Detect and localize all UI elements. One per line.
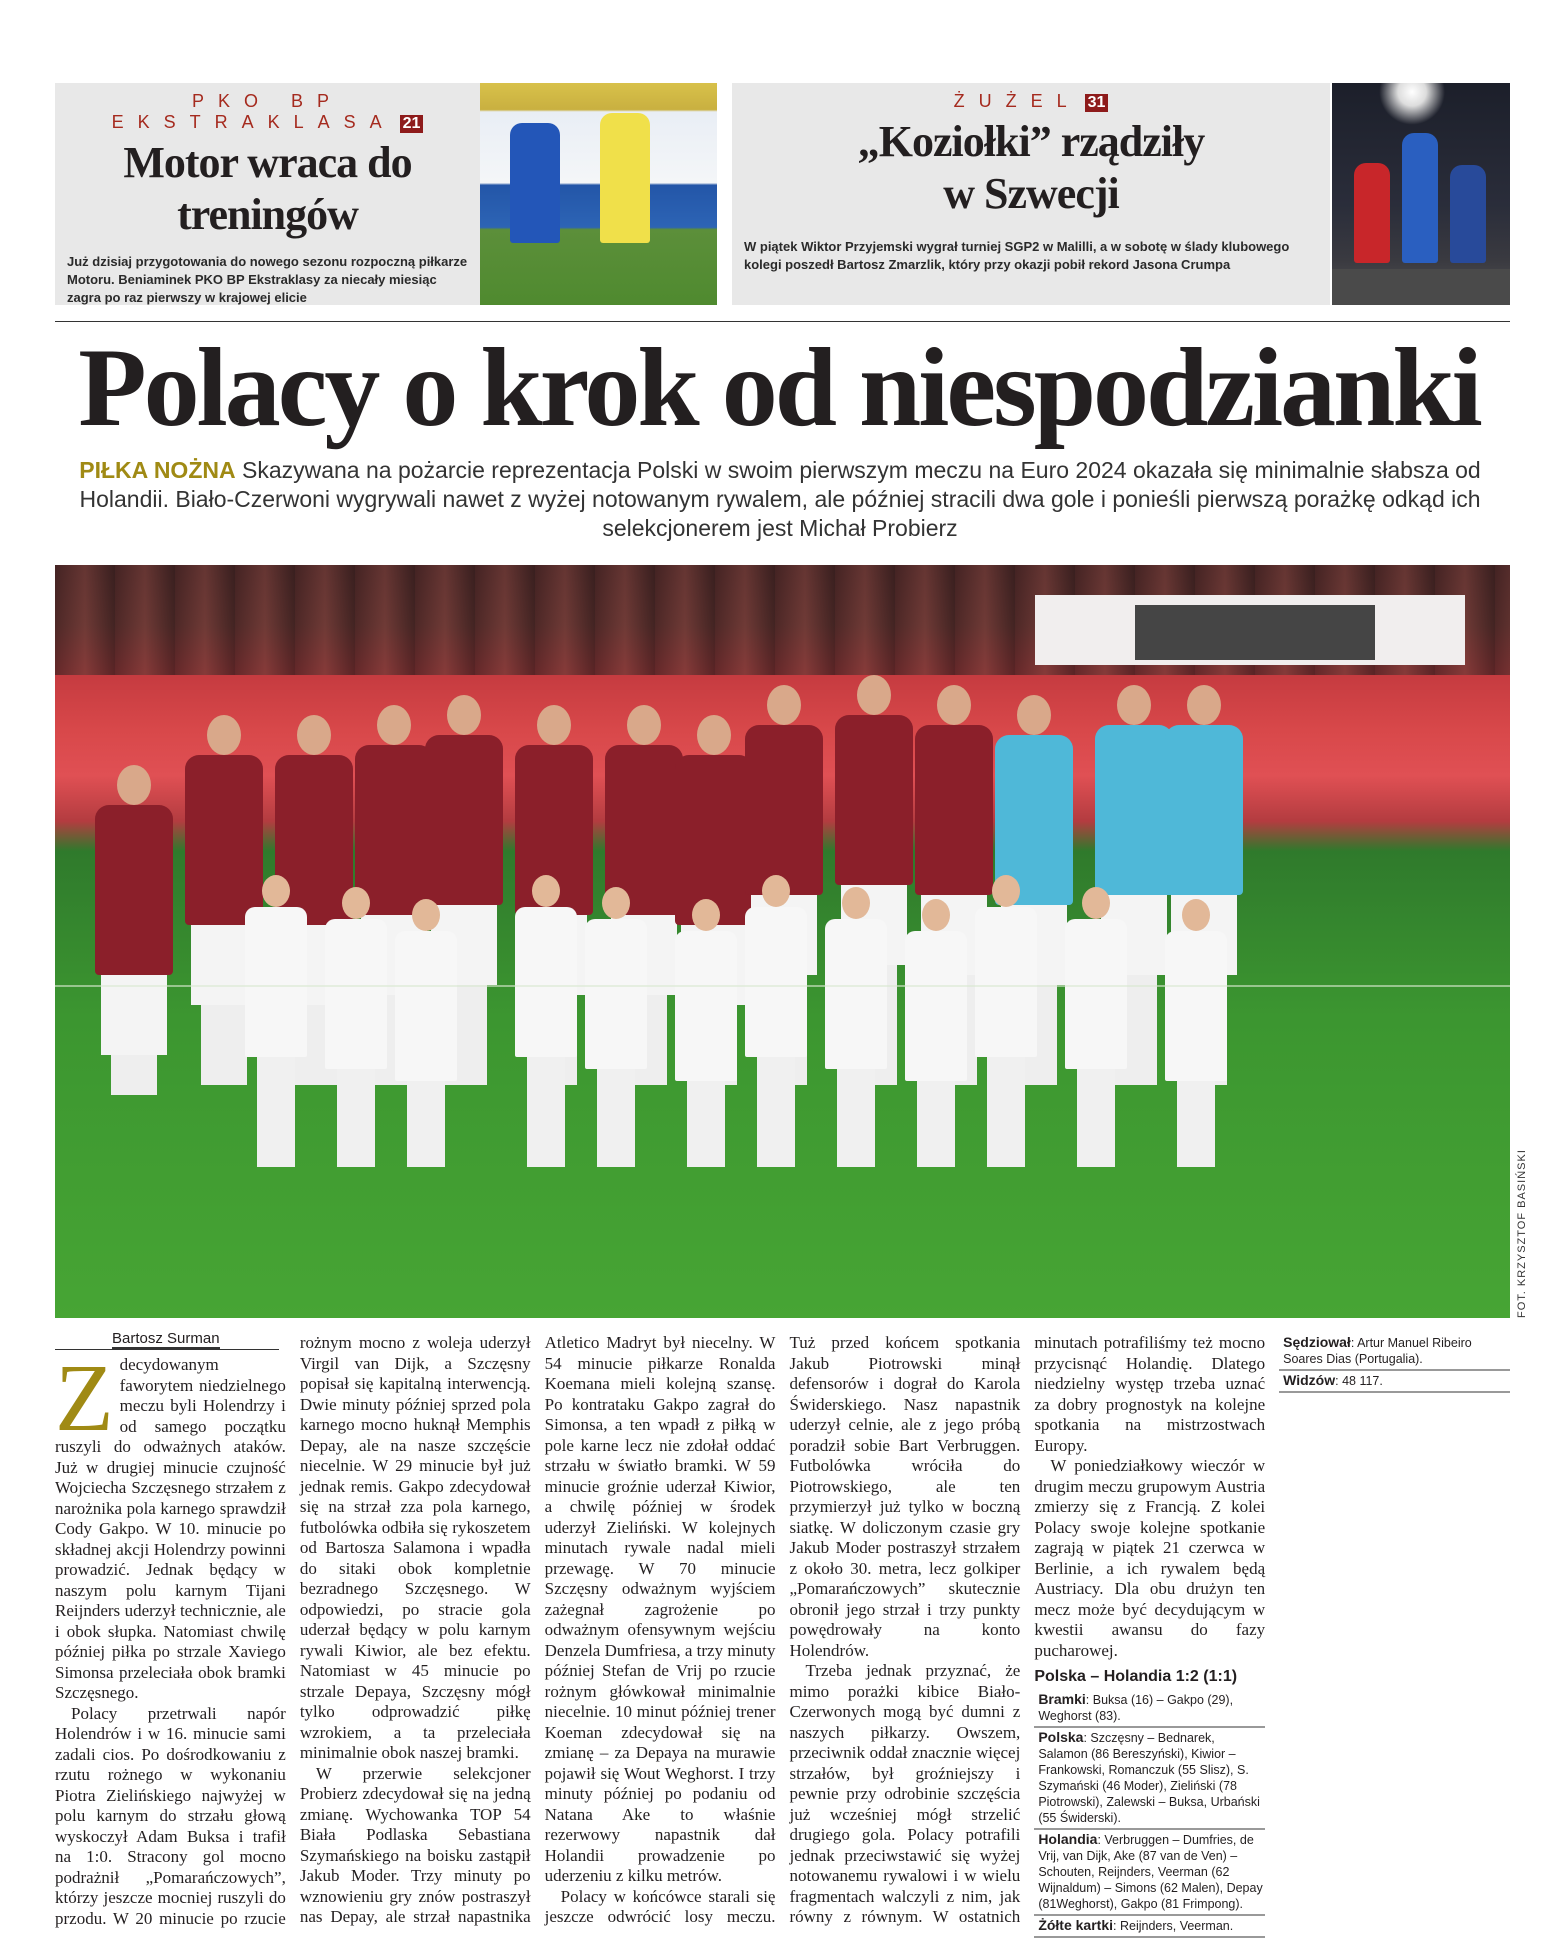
- article-paragraph: [55, 1344, 286, 1704]
- match-result: Polska – Holandia 1:2 (1:1): [1034, 1668, 1238, 1685]
- kicker-text: ŻUŻEL: [953, 91, 1081, 111]
- article-paragraph: W przerwie selekcjoner Probierz zdecydował się na jedną zmianę. Wychowanka TOP 54 Biała Podlaska Sebastiana Szymańskiego na boisku zastąpił Jakub Moder. Trzy minuty po wznowieniu gry znów postraszył nas Depay, ale strzał napastnika Atletico Madryt był niecelny. W 54 minucie piłkarze Ronalda Koemana mieli kolejną szansę. Po kontrataku Gakpo zagrał do Simonsa, a ten wpadł z piłką w pole karne lecz nie zdołał oddać strzału w światło bramki. W 59 minucie groźnie uderzał Kiwior, a chwilę później w środek uderzył Zieliński. W kolejnych minutach rywale nadal mieli przewagę. W 70 minucie Szczęsny odważnym wyjściem zażegnał zagrożenie po odważnym ofensywnym wejściu Denzela Dumfriesa, a trzy minuty później Stefan de Vrij po rzucie rożnym główkował minimalnie niecelnie. 10 minut później trener Koeman zdecydował się na zmianę – za Depaya na murawie pojawił się Wout Weghorst. I trzy minuty później po podaniu od Natana Ake to właśnie rezerwowy napastnik dał Holandii prowadzenie po uderzeniu z kilku metrów.: [299, 1333, 776, 1926]
- headline: Polacy o krok od niespodzianki: [78, 326, 1480, 450]
- stats-text: : Szczęsny – Bednarek, Salamon (86 Bereszyński), Kiwior – Frankowski, Romanczuk (55 Slisz), S. Szymański (46 Moder), Zieliński (78 Piotrowski), Zalewski – Buksa, Urbański (55 Świderski).: [1038, 1730, 1260, 1825]
- byline: Bartosz Surman: [112, 1330, 220, 1347]
- stats-label: Widzów: [1283, 1372, 1336, 1388]
- stats-label: Bramki: [1038, 1690, 1086, 1707]
- article-paragraph: Polacy przetrwali napór Holendrów i w 16. minucie sami zadali cios. Po dośrodkowaniu z rzutu rożnego w wykonaniu Piotra Zielińskiego najwyżej w polu karnym do strzału głową wyskoczył Adam Buksa i trafił na 1:0. Stracony gol mocno podrażnił „Pomarańczowych”, którzy jeszcze mocniej ruszyli do przodu. W 20 minucie po rzucie rożnym mocno z woleja uderzył Virgil van Dijk, a Szczęsny popisał się kapitalną interwencją. Dwie minuty później sprzed pola karnego mocno huknął Memphis Depay, ale na nasze szczęście niecelnie. W 29 minucie był już jednak remis. Gakpo zdecydował się na strzał zza pola karnego, futbolówka odbiła się rykoszetem od Bartosza Salamona i wpadła do sitaki obok kompletnie bezradnego Szczęsnego. W odpowiedzi, po stracie gola uderzał będący w polu karnym rywali Kiwior, ale bez efektu. Natomiast w 45 minucie po strzale Depaya, Szczęsny mógł tylko odprowadzić piłkę wzrokiem, a ta przeleciała minimalnie obok naszej bramki.: [55, 1333, 531, 1928]
- deck-text: Skazywana na pożarcie reprezentacja Polski w swoim pierwszym meczu na Euro 2024 okazała się minimalnie słabsza od Holandii. Biało-Czerwoni wygrywali nawet z wyżej notowanym rywalem, ale później stracili dwa gole i ponieśli pierwszą porażkę odkąd ich selekcjonerem jest Michał Probierz: [79, 457, 1481, 541]
- mascot-child-figure: [395, 899, 457, 1167]
- photo-credit: FOT. KRZYSZTOF BASIŃSKI: [1516, 1149, 1528, 1318]
- page-badge: 31: [1085, 94, 1109, 112]
- article-paragraph: Polacy w końcówce starali się jeszcze odwrócić losy meczu. Tuż przed końcem spotkania Jakub Piotrowski minął defensorów i dograł do Karola Świderskiego. Nasz napastnik uderzył celnie, ale z jego próbą poradził sobie Bart Verbruggen. Futbolówka wróciła do Piotrowskiego, ale ten przymierzył już tylko w boczną siatkę. W doliczonym czasie gry Jakub Moder postraszył strzałem z około 30. metra, lecz golkiper „Pomarańczowych” skutecznie obronił jego strzał i trzy punkty powędrowały na konto Holendrów.: [544, 1333, 1021, 1926]
- divider: [55, 321, 1510, 322]
- teaser-lead: W piątek Wiktor Przyjemski wygrał turniej SGP2 w Malilli, a w sobotę w ślady klubowego kolegi poszedł Bartosz Zmarzlik, który przy okazji pobił rekord Jasona Crumpa: [744, 239, 1290, 272]
- stats-text: : 48 117.: [1335, 1374, 1383, 1388]
- mascot-child-figure: [1165, 899, 1227, 1167]
- stats-row-goals: [1034, 1690, 1265, 1728]
- stats-row-attendance: [1279, 1371, 1510, 1393]
- stats-row-netherlands: [1034, 1830, 1265, 1916]
- player-figure: [95, 765, 173, 1085]
- main-photo-team-lineup: [55, 565, 1510, 1318]
- kicker-text: PKO BP EKSTRAKLASA: [111, 91, 396, 132]
- teaser-motor[interactable]: [55, 83, 480, 305]
- stats-label: Sędziował: [1283, 1334, 1351, 1350]
- stats-text: : Reijnders, Veerman.: [1113, 1918, 1234, 1933]
- stats-label: Żółte kartki: [1038, 1916, 1114, 1933]
- section-label: PIŁKA NOŻNA: [79, 457, 236, 483]
- mascot-child-figure: [515, 875, 577, 1167]
- mascot-child-figure: [245, 875, 307, 1167]
- stats-text: : Artur Manuel Ribeiro Soares Dias (Portugalia).: [1283, 1336, 1472, 1366]
- article-paragraph: W poniedziałkowy wieczór w drugim meczu grupowym Austria zmierzy się z Francją. Z kolei Polacy swoje kolejne spotkanie zagrają w piątek 21 czerwca w Berlinie, a ich rywalem będą Austriacy. Dla obu drużyn ten mecz może być decydującym w kwestii awansu do fazy pucharowej.: [1034, 1456, 1266, 1660]
- mascot-child-figure: [825, 887, 887, 1167]
- article-body: [55, 1333, 1510, 1938]
- stats-row-referee: [1279, 1333, 1510, 1371]
- teaser-kicker: [55, 91, 480, 133]
- teaser-photo-football: [480, 83, 717, 305]
- drop-cap: Z: [55, 1344, 114, 1451]
- paragraph-text: decydowanym faworytem niedzielnego meczu byli Holendrzy i od samego początku ruszyli do odważnych ataków. Już w drugiej minucie czujność Wojciecha Szczęsnego strzałem z narożnika pola karnego sprawdził Cody Gakpo. W 10. minucie po składnej akcji Holendrzy powinni prowadzić. Jednak będący w naszym polu karnym Tijani Reijnders uderzył technicznie, ale i obok słupka. Natomiast chwilę później piłka po strzale Xaviego Simonsa przeleciała obok bramki Szczęsnego.: [55, 1355, 286, 1702]
- stats-row-yellow-cards: [1034, 1916, 1265, 1938]
- page-badge: 21: [400, 115, 424, 133]
- teaser-photo-speedway: [1332, 83, 1510, 305]
- mascot-child-figure: [325, 887, 387, 1167]
- teaser-title: „Koziołki” rządziły w Szwecji: [857, 117, 1205, 218]
- mascot-child-figure: [675, 899, 737, 1167]
- stats-label: Polska: [1038, 1728, 1084, 1745]
- article-paragraph: Trzeba jednak przyznać, że mimo porażki kibice Biało-Czerwonych mogą być dumni z naszych piłkarzy. Owszem, przeciwnik oddał znacznie więcej strzałów, był groźniejszy i pewnie przy odrobinie szczęścia już wcześniej mógł strzelić drugiego gola. Polacy potrafili jednak przeciwstawić się wyżej notowanemu rywalowi i w wielu fragmentach walczyli z nim, jak równy z równym. W ostatnich minutach potrafiliśmy też mocno przycisnąć Holandię. Dlatego niedzielny występ trzeba uznać za dobry prognostyk na kolejne spotkania na mistrzostwach Europy.: [789, 1333, 1266, 1926]
- mascot-child-figure: [1065, 887, 1127, 1167]
- mascot-child-figure: [745, 875, 807, 1167]
- stats-row-poland: [1034, 1728, 1265, 1830]
- mascot-child-figure: [975, 875, 1037, 1167]
- stats-text: : Verbruggen – Dumfries, de Vrij, van Dijk, Ake (87 van de Ven) – Schouten, Reijnders, Veerman (62 Wijnaldum) – Simons (62 Malen), Depay (81Weghorst), Gakpo (81 Frimpong).: [1038, 1832, 1263, 1911]
- stats-label: Holandia: [1038, 1830, 1098, 1847]
- mascot-child-figure: [585, 887, 647, 1167]
- teaser-title: Motor wraca do treningów: [123, 138, 412, 239]
- teaser-lead: Już dzisiaj przygotowania do nowego sezonu rozpoczną piłkarze Motoru. Beniaminek PKO BP Ekstraklasy za niecały miesiąc zagra po raz pierwszy w krajowej elicie: [67, 254, 468, 305]
- stats-text: : Buksa (16) – Gakpo (29), Weghorst (83).: [1038, 1692, 1234, 1723]
- teaser-zuzel[interactable]: [732, 83, 1330, 305]
- teaser-kicker: [732, 91, 1330, 112]
- mascot-child-figure: [905, 899, 967, 1167]
- deck: [70, 456, 1490, 543]
